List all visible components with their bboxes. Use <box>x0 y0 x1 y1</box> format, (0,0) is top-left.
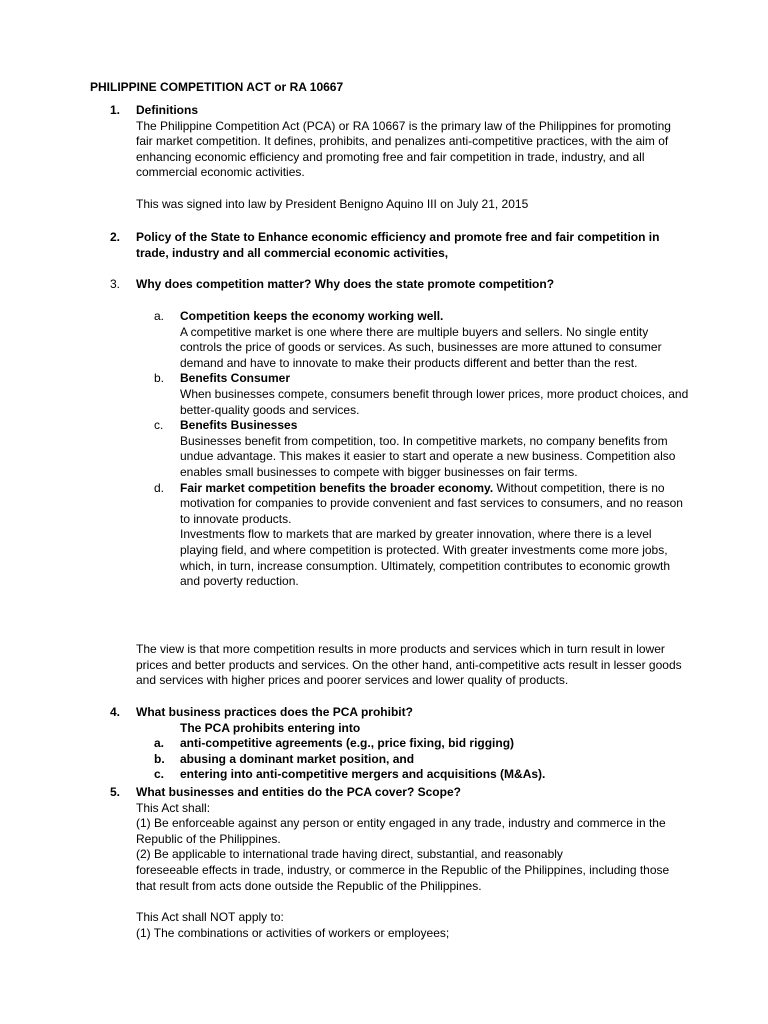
definition-paragraph: The Philippine Competition Act (PCA) or RA 10667 is the primary law of the Philippines for promoting fair market competition. It defines, prohibits, and penalizes anti-competitive practices, with the aim of enhancing economic efficiency and promoting free and fair competition in trade, industry, and all commercial economic activities. <box>136 118 671 180</box>
list-item <box>154 309 690 371</box>
item-text-continued: Investments flow to markets that are marked by greater innovation, where there is a level playing field, and where competition is protected. With greater investments come more jobs, which, in turn, increase consumption. Ultimately, competition contributes to economic growth and poverty reduction. <box>180 527 671 589</box>
item-text: A competitive market is one where there are multiple buyers and sellers. No single entity controls the price of goods or services. As such, businesses are more attuned to consumer demand and have to innovate to make their products different and better than the rest. <box>180 324 662 370</box>
scope-item-2-continued: foreseeable effects in trade, industry, or commerce in the Republic of the Philippines, including those that result from acts done outside the Republic of the Philippines. <box>136 862 670 893</box>
why-competition-list <box>110 309 690 590</box>
item-heading: Benefits Businesses <box>180 418 298 433</box>
exclusions-intro: This Act shall NOT apply to: <box>136 910 284 925</box>
section-scope <box>110 785 690 941</box>
closing-paragraph: The view is that more competition results in more products and services which in turn result in lower prices and better products and services. On the other hand, anti-competitive acts result in lesser goods and services with higher prices and poorer services and lower quality of products. <box>136 642 682 688</box>
section-number: 1. <box>110 103 121 117</box>
scope-item-1: (1) Be enforceable against any person or entity engaged in any trade, industry and commerce in the Republic of the Philippines. <box>136 816 666 846</box>
item-letter: b. <box>154 371 165 386</box>
section-number: 3. <box>110 277 121 291</box>
section-heading: What businesses and entities do the PCA cover? Scope? <box>136 785 461 799</box>
section-why-competition <box>110 277 690 293</box>
section-prohibited-practices <box>110 705 690 783</box>
list-item <box>154 752 690 768</box>
item-letter: c. <box>154 418 164 433</box>
section-number: 5. <box>110 785 121 799</box>
list-item <box>154 371 690 418</box>
section-number: 4. <box>110 705 121 719</box>
item-letter: c. <box>154 767 165 782</box>
scope-intro: This Act shall: <box>136 800 211 815</box>
item-letter: a. <box>154 309 165 323</box>
section-heading: What business practices does the PCA prohibit? <box>136 705 413 719</box>
section-definitions <box>110 103 690 213</box>
list-item <box>154 481 690 590</box>
list-item <box>154 767 690 783</box>
item-text: Businesses benefit from competition, too. In competitive markets, no company benefits from undue advantage. This makes it easier to start and operate a new business. Competition also enables small businesses to compete with bigger businesses on fair terms. <box>180 433 676 479</box>
item-text: abusing a dominant market position, and <box>180 751 415 766</box>
list-item <box>154 418 690 480</box>
item-text: Without competition, there is no motivation for companies to provide convenient and fast services to consumers, and no reason to innovate products. <box>180 480 683 526</box>
section-heading: Why does competition matter? Why does the state promote competition? <box>136 277 555 291</box>
item-heading: Benefits Consumer <box>180 371 291 386</box>
item-text: anti-competitive agreements (e.g., price fixing, bid rigging) <box>180 736 515 751</box>
item-text: entering into anti-competitive mergers and acquisitions (M&As). <box>180 767 546 782</box>
section-policy <box>110 230 690 261</box>
signing-paragraph: This was signed into law by President Benigno Aquino III on July 21, 2015 <box>136 196 529 211</box>
section-heading: Definitions <box>136 103 198 117</box>
competition-closing <box>110 642 690 689</box>
section-number: 2. <box>110 230 121 244</box>
item-heading: Competition keeps the economy working well. <box>180 309 444 323</box>
document-title: PHILIPPINE COMPETITION ACT or RA 10667 <box>90 80 344 94</box>
exclusion-item-1: (1) The combinations or activities of workers or employees; <box>136 925 450 940</box>
item-letter: d. <box>154 480 165 495</box>
item-text: When businesses compete, consumers benefit through lower prices, more product choices, and better-quality goods and services. <box>180 386 689 417</box>
list-item <box>154 736 690 752</box>
item-heading: Fair market competition benefits the broader economy. <box>180 480 494 495</box>
section-heading: Policy of the State to Enhance economic efficiency and promote free and fair competition in trade, industry and all commercial economic activities, <box>136 230 660 260</box>
item-letter: a. <box>154 736 165 751</box>
scope-item-2: (2) Be applicable to international trade having direct, substantial, and reasonably <box>136 847 563 862</box>
prohibition-intro: The PCA prohibits entering into <box>180 720 361 735</box>
item-letter: b. <box>154 751 165 766</box>
